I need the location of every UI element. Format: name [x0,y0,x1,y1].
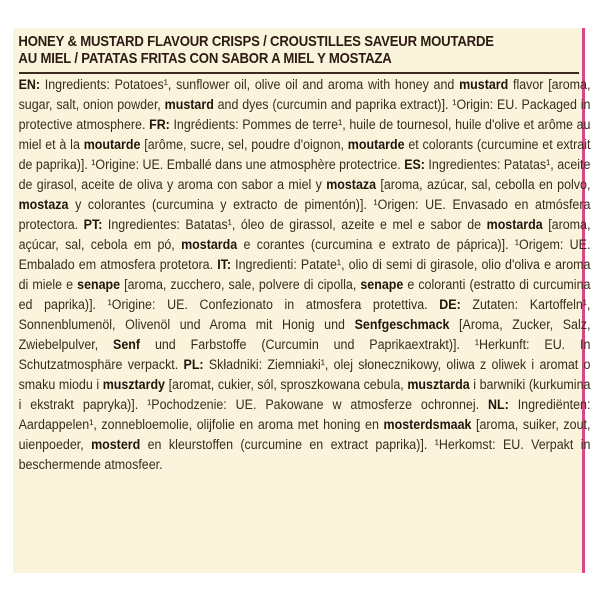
ingredient-text: flavor [aroma, sugar, salt, onion powder, [18,77,591,112]
allergen-word: senape [360,277,404,292]
language-code: NL: [488,397,509,412]
ingredient-text: en kleurstoffen (curcumine en extract paprika)]. ¹Herkomst: EU. Verpakt in beschermende atmosfeer. [18,437,591,472]
allergen-word: mostaza [326,177,377,192]
title-line-1: HONEY & MUSTARD FLAVOUR CRISPS / CROUSTILLES SAVEUR MOUTARDE [18,34,494,50]
ingredient-text: Ingredienti: Patate¹, olio di semi di girasole, olio d'oliva e aroma di miele e [18,257,591,292]
language-code: PT: [83,217,103,232]
ingredient-text: [arôme, sucre, sel, poudre d'oignon, [140,137,348,152]
allergen-word: mostarda [181,237,238,252]
ingredient-text: [aroma, açúcar, sal, cebola em pó, [18,217,591,252]
allergen-word: Senfgeschmack [354,317,450,332]
language-code: ES: [404,157,425,172]
allergen-word: senape [77,277,121,292]
language-code: PL: [183,357,204,372]
allergen-word: moutarde [83,137,141,152]
ingredient-text: i barwniki (kurkumina i ekstrakt papryka)]. ¹Pochodzenie: UE. Pakowane w atmosferze ochronnej. [18,377,591,412]
allergen-word: mostarda [486,217,543,232]
allergen-word: mosterd [91,437,141,452]
ingredient-text: Ingredients: Potatoes¹, sunflower oil, olive oil and aroma with honey and [40,77,460,92]
allergen-word: mostaza [18,197,69,212]
title-line-2: AU MIEL / PATATAS FRITAS CON SABOR A MIEL Y MOSTAZA [18,51,392,67]
allergen-word: musztardy [102,377,165,392]
product-title [13,28,595,68]
ingredient-text: [aroma, azúcar, sal, cebolla en polvo, [376,177,591,192]
ingredient-text: und Farbstoffe (Curcumin und Paprikaextrakt)]. ¹Herkunft: EU. In Schutzatmosphäre verpackt. [18,337,591,372]
ingredient-text: and dyes (curcumin and paprika extract)]. ¹Origin: EU. Packaged in protective atmosphere. [18,97,591,132]
allergen-word: moutarde [347,137,405,152]
ingredient-text: [aroma, suiker, zout, uienpoeder, [18,417,591,452]
ingredient-text: [Aroma, Zucker, Salz, Zwiebelpulver, [18,317,591,352]
language-code: DE: [439,297,461,312]
ingredient-text: [aroma, zucchero, sale, polvere di cipolla, [120,277,361,292]
ingredient-text: Zutaten: Kartoffeln¹, Sonnenblumenöl, Olivenöl und Aroma mit Honig und [18,297,591,332]
allergen-word: musztarda [407,377,470,392]
ingredients-text [13,74,596,475]
allergen-word: mosterdsmaak [383,417,472,432]
ingredient-text: y colorantes (curcumina y extracto de pimentón)]. ¹Origen: UE. Envasado en atmósfera protectora. [18,197,591,232]
allergen-word: mustard [459,77,509,92]
ingredient-text: Składniki: Ziemniaki¹, olej słonecznikowy, oliwa z oliwek i aromat o smaku miodu i [18,357,591,392]
allergen-word: mustard [164,97,214,112]
language-code: EN: [18,77,41,92]
ingredient-text: Ingredientes: Batatas¹, óleo de girassol, azeite e mel e sabor de [102,217,487,232]
ingredient-text: e coloranti (estratto di curcumina ed paprika)]. ¹Origine: UE. Confezionato in atmosfera protettiva. [18,277,591,312]
ingredient-text: e corantes (curcumina e extrato de páprica)]. ¹Origem: UE. Embalado em atmosfera protetora. [18,237,591,272]
allergen-word: Senf [113,337,141,352]
ingredient-text: Ingrédients: Pommes de terre¹, huile de tournesol, huile d'olive et arôme au miel et à la [18,117,591,152]
language-code: IT: [217,257,232,272]
ingredient-text: Ingrediënten: Aardappelen¹, zonnebloemolie, olijfolie en aroma met honing en [18,397,591,432]
ingredient-text: et colorants (curcumine et extrait de paprika)]. ¹Origine: UE. Emballé dans une atmosphère protectrice. [18,137,591,172]
language-code: FR: [149,117,170,132]
product-label [13,28,591,573]
ingredient-text: [aromat, cukier, sól, sproszkowana cebula, [164,377,408,392]
ingredient-text: Ingredientes: Patatas¹, aceite de girasol, aceite de oliva y aroma con sabor a miel y [18,157,591,192]
